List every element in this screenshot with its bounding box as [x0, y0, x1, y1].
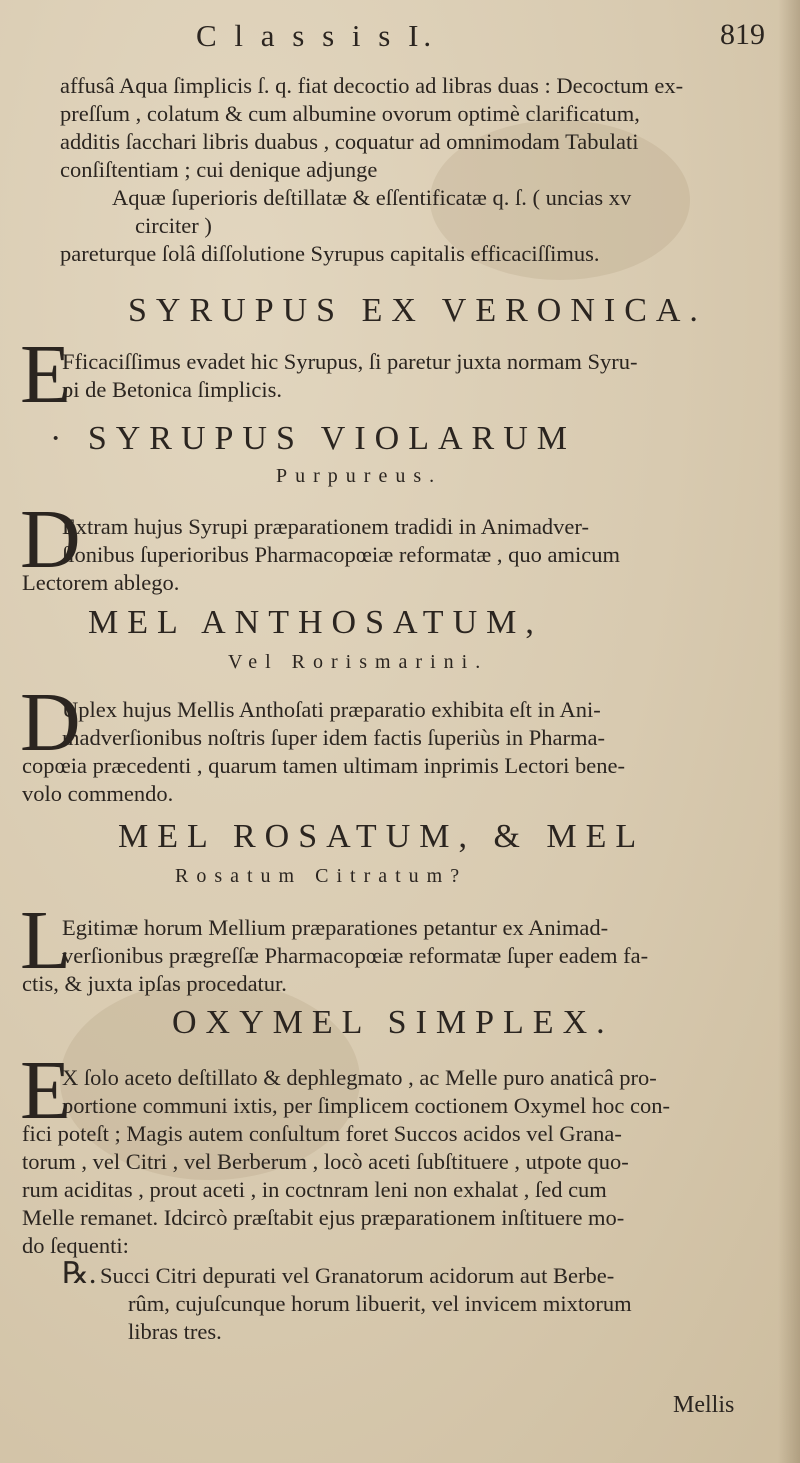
- intro-line: circiter ): [135, 213, 212, 238]
- section-line: torum , vel Citri , vel Berberum , locò aceti ſubſtituere , utpote quo-: [22, 1149, 629, 1174]
- section-line: pi de Betonica ſimplicis.: [62, 377, 282, 402]
- section-subtitle: Rosatum Citratum?: [175, 865, 468, 887]
- section-line: do ſequenti:: [22, 1233, 129, 1258]
- drop-cap: D: [20, 676, 81, 769]
- section-line: X ſolo aceto deſtillato & dephlegmato , ac Melle puro anaticâ pro-: [62, 1065, 657, 1090]
- recipe-line: Succi Citri depurati vel Granatorum acidorum aut Berbe-: [100, 1263, 615, 1288]
- page-number: 819: [720, 18, 765, 51]
- section-line: Lectorem ablego.: [22, 570, 180, 595]
- section-line: Fficaciſſimus evadet hic Syrupus, ſi paretur juxta normam Syru-: [62, 349, 638, 374]
- running-title: C l a s s i s I.: [196, 18, 437, 53]
- section-title: SYRUPUS EX VERONICA.: [128, 292, 707, 329]
- section-title: · SYRUPUS VIOLARUM: [50, 420, 576, 457]
- drop-cap: L: [20, 894, 72, 987]
- section-line: Extram hujus Syrupi præparationem tradidi in Animadver-: [62, 514, 589, 539]
- intro-line: additis ſacchari libris duabus , coquatur ad omnimodam Tabulati: [60, 129, 639, 154]
- section-line: portione communi ixtis, per ſimplicem coctionem Oxymel hoc con-: [62, 1093, 670, 1118]
- section-line: copœia præcedenti , quarum tamen ultimam inprimis Lectori bene-: [22, 753, 625, 778]
- intro-line: preſſum , colatum & cum albumine ovorum optimè clarificatum,: [60, 101, 640, 126]
- intro-line: Aquæ ſuperioris deſtillatæ & eſſentificatæ q. ſ. ( uncias xv: [112, 185, 632, 210]
- catchword: Mellis: [673, 1392, 735, 1418]
- intro-line: pareturque ſolâ diſſolutione Syrupus capitalis efficaciſſimus.: [60, 241, 600, 266]
- intro-line: affusâ Aqua ſimplicis ſ. q. fiat decoctio ad libras duas : Decoctum ex-: [60, 73, 684, 98]
- section-title: MEL ANTHOSATUM,: [88, 604, 543, 641]
- section-line: rum aciditas , prout aceti , in coctnram leni non exhalat , ſed cum: [22, 1177, 607, 1202]
- section-line: Egitimæ horum Mellium præparationes petantur ex Animad-: [62, 915, 609, 940]
- section-line: Melle remanet. Idcircò præſtabit ejus præparationem inſtituere mo-: [22, 1205, 625, 1230]
- recipe-symbol: ℞.: [62, 1257, 97, 1290]
- recipe-line: libras tres.: [128, 1319, 222, 1344]
- section-line: fici poteſt ; Magis autem conſultum foret Succos acidos vel Grana-: [22, 1121, 622, 1146]
- section-line: Uplex hujus Mellis Anthoſati præparatio exhibita eſt in Ani-: [62, 697, 601, 722]
- section-title: MEL ROSATUM, & MEL: [118, 818, 646, 855]
- section-line: volo commendo.: [22, 781, 174, 806]
- section-subtitle: Vel Rorismarini.: [228, 651, 489, 673]
- section-line: ctis, & juxta ipſas procedatur.: [22, 971, 287, 996]
- drop-cap: E: [20, 328, 72, 421]
- section-line: madverſionibus noſtris ſuper idem factis ſuperiùs in Pharma-: [62, 725, 606, 750]
- section-subtitle: Purpureus.: [276, 465, 443, 487]
- section-line: ſionibus ſuperioribus Pharmacopœiæ reformatæ , quo amicum: [62, 542, 621, 567]
- section-title: OXYMEL SIMPLEX.: [172, 1004, 614, 1041]
- drop-cap: E: [20, 1044, 72, 1137]
- recipe-line: rûm, cujuſcunque horum libuerit, vel invicem mixtorum: [128, 1291, 632, 1316]
- section-line: verſionibus prægreſſæ Pharmacopœiæ reformatæ ſuper eadem fa-: [62, 943, 649, 968]
- drop-cap: D: [20, 493, 81, 586]
- page-edge-shadow: [778, 0, 800, 1463]
- intro-line: conſiſtentiam ; cui denique adjunge: [60, 157, 378, 182]
